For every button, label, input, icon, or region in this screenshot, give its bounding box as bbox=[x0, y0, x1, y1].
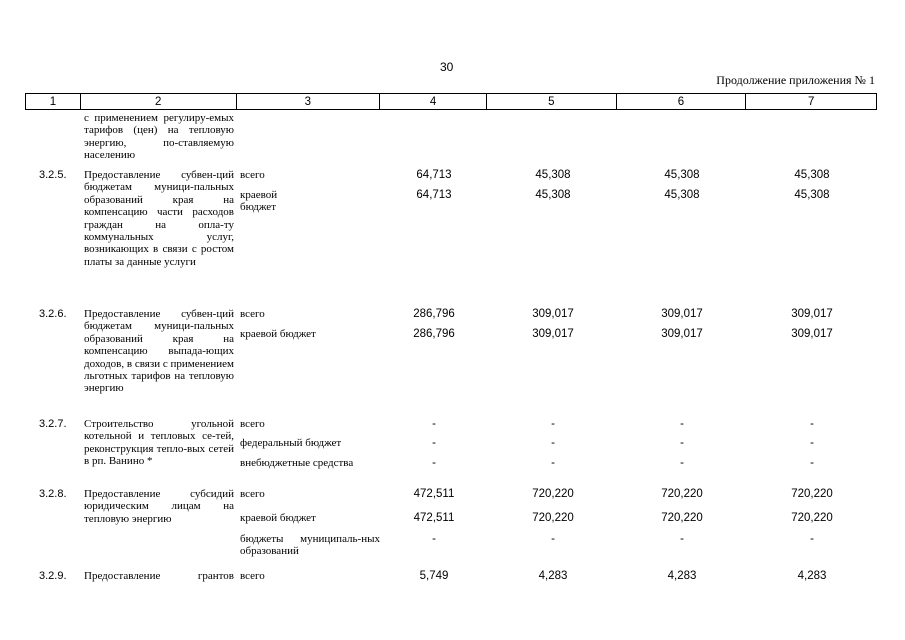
value-col-5: 309,017 bbox=[532, 328, 574, 340]
header-col-7: 7 bbox=[807, 96, 815, 108]
value-col-4: 472,511 bbox=[413, 512, 455, 524]
header-col-6: 6 bbox=[617, 94, 747, 109]
value-col-5: - bbox=[551, 533, 555, 545]
value-col-6: 720,220 bbox=[661, 488, 703, 500]
page-number: 30 bbox=[440, 60, 454, 74]
row-number: 3.2.5. bbox=[39, 169, 67, 181]
value-col-7: - bbox=[810, 457, 814, 469]
row-description: Строительство угольной котельной и тепловых се-тей, реконструкция тепло-вых сетей в рп. Ванино * bbox=[84, 418, 234, 468]
row-number: 3.2.9. bbox=[39, 570, 67, 582]
source-label: бюджеты муниципаль-ных образований bbox=[240, 533, 380, 557]
table-header bbox=[25, 93, 877, 110]
source-label: краевой бюджет bbox=[240, 512, 316, 524]
value-col-5: - bbox=[551, 437, 555, 449]
value-col-7: 720,220 bbox=[791, 512, 833, 524]
value-col-4: - bbox=[432, 457, 436, 469]
source-label: всего bbox=[240, 570, 265, 582]
value-col-6: 309,017 bbox=[661, 308, 703, 320]
source-label: краевой бюджет bbox=[240, 189, 278, 213]
value-col-4: 286,796 bbox=[413, 328, 455, 340]
value-col-5: 720,220 bbox=[532, 512, 574, 524]
source-label: федеральный бюджет bbox=[240, 437, 342, 449]
value-col-5: 45,308 bbox=[535, 169, 571, 181]
value-col-6: - bbox=[680, 533, 684, 545]
value-col-7: 720,220 bbox=[791, 488, 833, 500]
row-description: Предоставление субсидий юридическим лицам на тепловую энергию bbox=[84, 488, 234, 525]
row-description: Предоставление грантов bbox=[84, 570, 234, 582]
source-label: всего bbox=[240, 169, 265, 181]
source-label: всего bbox=[240, 308, 265, 320]
header-col-2: 2 bbox=[81, 94, 237, 109]
row-number: 3.2.8. bbox=[39, 488, 67, 500]
value-col-6: 45,308 bbox=[664, 169, 700, 181]
value-col-4: 64,713 bbox=[416, 189, 452, 201]
value-col-5: 45,308 bbox=[535, 189, 571, 201]
value-col-7: 45,308 bbox=[794, 189, 830, 201]
continuation-caption: Продолжение приложения № 1 bbox=[716, 73, 875, 87]
value-col-5: 4,283 bbox=[538, 570, 568, 582]
value-col-6: - bbox=[680, 457, 684, 469]
value-col-7: - bbox=[810, 437, 814, 449]
header-col-5: 5 bbox=[487, 94, 617, 109]
value-col-4: - bbox=[432, 533, 436, 545]
row-number: 3.2.7. bbox=[39, 418, 67, 430]
value-col-7: 45,308 bbox=[794, 169, 830, 181]
value-col-7: - bbox=[810, 418, 814, 430]
value-col-5: - bbox=[551, 457, 555, 469]
value-col-6: 309,017 bbox=[661, 328, 703, 340]
value-col-5: 309,017 bbox=[532, 308, 574, 320]
value-col-4: 472,511 bbox=[413, 488, 455, 500]
value-col-5: - bbox=[551, 418, 555, 430]
row-description: с применением регулиру-емых тарифов (цен) на тепловую энергию, по-ставляемую населению bbox=[84, 112, 234, 162]
value-col-7: 309,017 bbox=[791, 328, 833, 340]
source-label: внебюджетные средства bbox=[240, 457, 354, 469]
value-col-7: 309,017 bbox=[791, 308, 833, 320]
value-col-4: - bbox=[432, 437, 436, 449]
value-col-6: 4,283 bbox=[667, 570, 697, 582]
row-description: Предоставление субвен-ций бюджетам муници-пальных образований края на компенсацию части расходов граждан на опла-ту коммунальных услуг, возникающих в связи с ростом платы за данные услуги bbox=[84, 169, 234, 268]
value-col-6: - bbox=[680, 437, 684, 449]
row-description: Предоставление субвен-ций бюджетам муници-пальных образований края на компенсацию выпада-ющих доходов, в связи с применением льготных тарифов на тепловую энергию bbox=[84, 308, 234, 395]
value-col-4: 286,796 bbox=[413, 308, 455, 320]
value-col-4: 64,713 bbox=[416, 169, 452, 181]
header-col-1: 1 bbox=[26, 94, 81, 109]
row-number: 3.2.6. bbox=[39, 308, 67, 320]
value-col-6: 45,308 bbox=[664, 189, 700, 201]
value-col-6: 720,220 bbox=[661, 512, 703, 524]
source-label: всего bbox=[240, 418, 265, 430]
source-label: краевой бюджет bbox=[240, 328, 316, 340]
value-col-7: - bbox=[810, 533, 814, 545]
value-col-4: - bbox=[432, 418, 436, 430]
value-col-5: 720,220 bbox=[532, 488, 574, 500]
source-label: всего bbox=[240, 488, 265, 500]
header-col-4: 4 bbox=[380, 94, 487, 109]
value-col-7: 4,283 bbox=[797, 570, 827, 582]
value-col-6: - bbox=[680, 418, 684, 430]
header-col-3: 3 bbox=[237, 94, 381, 109]
value-col-4: 5,749 bbox=[419, 570, 449, 582]
